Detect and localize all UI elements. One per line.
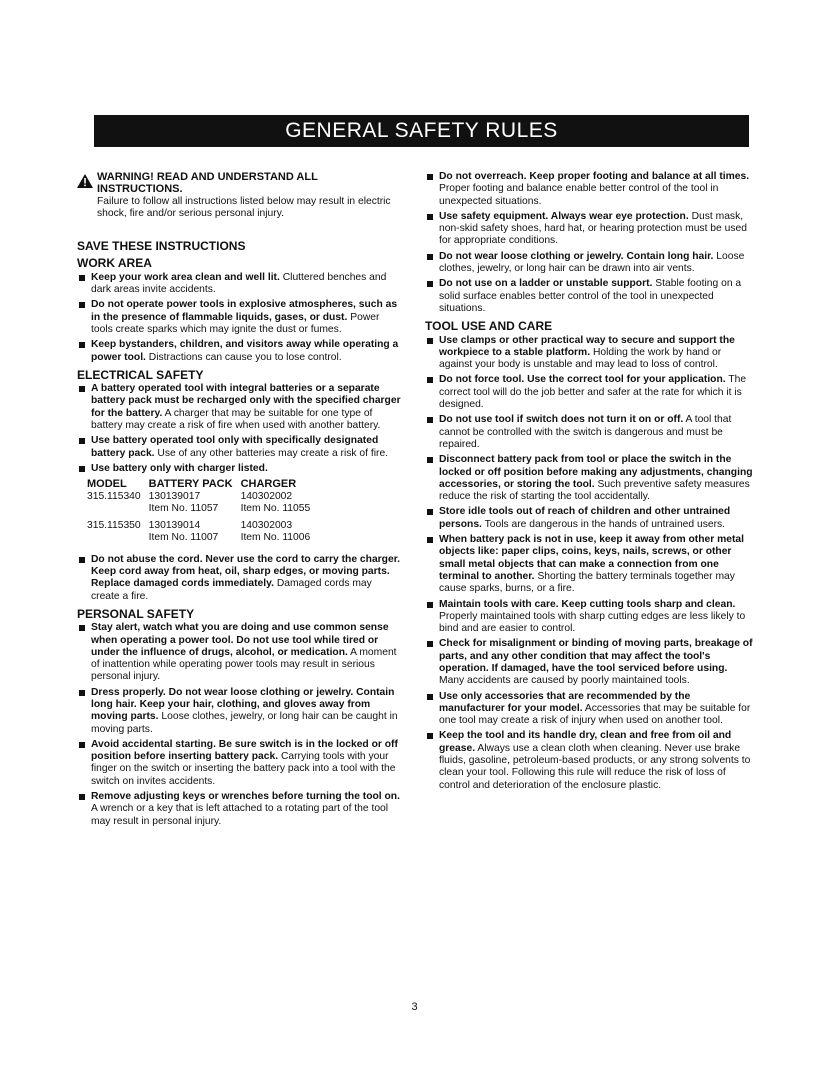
table-row	[87, 503, 318, 520]
page-number: 3	[411, 1001, 418, 1013]
rule-item	[425, 278, 754, 315]
rule-item	[77, 554, 402, 603]
rule-bold: Do not force tool. Use the correct tool for your application.	[439, 374, 726, 386]
warning-block	[77, 171, 402, 220]
charger-table	[87, 478, 318, 549]
table-row	[87, 520, 318, 532]
rule-bold: Do not operate power tools in explosive atmospheres, such as in the presence of flammable liquids, gases, or dust.	[91, 299, 398, 323]
rule-bold: Do not overreach. Keep proper footing and balance at all times.	[439, 171, 750, 182]
rule-bold: Use safety equipment. Always wear eye protection.	[439, 210, 689, 222]
rule-text: A tool that cannot be controlled with the switch is dangerous and must be repaired.	[439, 414, 732, 450]
tool-use-list	[425, 335, 754, 792]
rule-item	[425, 251, 754, 276]
charger-item-cell: Item No. 11055	[240, 502, 311, 514]
rule-bold: Keep bystanders, children, and visitors away while operating a power tool.	[91, 339, 399, 363]
rule-bold: Use battery operated tool only with specifically designated battery pack.	[91, 435, 379, 459]
column-header-model: MODEL	[87, 478, 127, 491]
rule-bold: A battery operated tool with integral batteries or a separate battery pack must be recharged only with the specified charger for the battery.	[91, 383, 401, 419]
table-header-row	[87, 478, 318, 490]
rule-text: Properly maintained tools with sharp cutting edges are less likely to bind and are easier to control.	[439, 610, 746, 635]
rule-bold: Avoid accidental starting. Be sure switch is in the locked or off position before inserting battery pack.	[91, 738, 398, 763]
left-column	[77, 171, 402, 831]
rule-bold: Use only accessories that are recommended by the manufacturer for your model.	[439, 690, 691, 714]
rule-item	[425, 730, 754, 791]
rule-text: Proper footing and balance enable better control of the tool in unexpected situations.	[439, 183, 719, 207]
rule-item	[77, 435, 402, 460]
rule-text: Shorting the battery terminals together may cause sparks, burns, or a fire.	[439, 570, 735, 595]
model-cell: 315.115340	[87, 490, 141, 502]
rule-item	[425, 506, 754, 531]
battery-pack-item-cell: Item No. 11057	[148, 502, 219, 514]
rule-bold: Do not abuse the cord. Never use the cord to carry the charger. Keep cord away from heat, oil, sharp edges, or moving parts. Replace damaged cords immediately.	[91, 553, 400, 590]
rule-item	[425, 211, 754, 248]
rule-bold: Do not wear loose clothing or jewelry. Contain long hair.	[439, 250, 714, 262]
rule-item	[425, 374, 754, 411]
rule-bold: Store idle tools out of reach of children and other untrained persons.	[439, 506, 731, 530]
save-instructions-heading: SAVE THESE INSTRUCTIONS	[77, 239, 246, 254]
rule-text: Cluttered benches and dark areas invite accidents.	[91, 271, 387, 296]
rule-bold: Keep your work area clean and well lit.	[91, 271, 280, 283]
rule-item	[77, 622, 402, 683]
rule-item	[425, 414, 754, 451]
right-column	[425, 171, 754, 795]
rule-item	[425, 638, 754, 687]
rule-item	[77, 383, 402, 432]
rule-item	[425, 335, 754, 372]
rule-item	[77, 687, 402, 736]
rule-bold: Do not use on a ladder or unstable support.	[439, 278, 653, 290]
rule-text: Damaged cords may create a fire.	[91, 578, 372, 602]
warning-triangle-icon	[77, 174, 93, 188]
column-header-charger: CHARGER	[240, 478, 297, 491]
column-header-battery-pack: BATTERY PACK	[148, 478, 233, 491]
battery-pack-cell: 130139014	[148, 520, 201, 532]
rule-text: Such preventive safety measures reduce the risk of starting the tool accidentally.	[439, 478, 750, 503]
rule-bold: Keep the tool and its handle dry, clean and free from oil and grease.	[439, 730, 732, 754]
rule-text: A wrench or a key that is left attached to a rotating part of the tool may result in personal injury.	[91, 803, 389, 827]
rule-bold: Use clamps or other practical way to secure and support the workpiece to a stable platform.	[439, 334, 735, 358]
rule-text: A moment of inattention while operating power tools may result in serious personal injury.	[91, 646, 397, 683]
rule-bold: Dress properly. Do not wear loose clothing or jewelry. Contain long hair. Keep your hair, clothing, and gloves away from moving parts.	[91, 686, 395, 723]
rule-text: Tools are dangerous in the hands of untrained users.	[484, 518, 726, 530]
rule-text: Loose clothes, jewelry, or long hair can be drawn into air vents.	[439, 250, 745, 275]
rule-item	[425, 454, 754, 503]
model-cell: 315.115350	[87, 520, 141, 532]
rule-item	[77, 463, 402, 475]
charger-cell: 140302002	[240, 490, 293, 502]
battery-pack-item-cell: Item No. 11007	[148, 532, 219, 544]
personal-safety-heading: PERSONAL SAFETY	[77, 606, 195, 621]
electrical-safety-list	[77, 383, 402, 475]
rule-item	[77, 791, 402, 828]
rule-item	[77, 339, 402, 364]
rule-item	[77, 299, 402, 336]
cord-rule-list	[77, 554, 402, 603]
rule-bold: When battery pack is not in use, keep it away from other metal objects like: paper clips, coins, keys, nails, screws, or other small metal objects that can make a connection from one terminal to another.	[439, 534, 744, 582]
table-row	[87, 532, 318, 549]
charger-cell: 140302003	[240, 520, 293, 532]
rule-text: Many accidents are caused by poorly maintained tools.	[439, 675, 690, 687]
rule-text: Holding the work by hand or against your body is unstable and may lead to loss of control.	[439, 346, 722, 371]
table-row	[87, 491, 318, 503]
rule-item	[425, 599, 754, 636]
work-area-list	[77, 272, 402, 364]
battery-pack-cell: 130139017	[148, 490, 201, 502]
rule-bold: Remove adjusting keys or wrenches before turning the tool on.	[91, 791, 400, 803]
rule-text: The correct tool will do the job better and safer at the rate for which it is designed.	[439, 374, 747, 411]
rule-bold: Maintain tools with care. Keep cutting tools sharp and clean.	[439, 598, 736, 610]
warning-text-block	[97, 171, 402, 220]
rule-item	[425, 534, 754, 595]
rule-item	[425, 691, 754, 728]
rule-text: A charger that may be suitable for one type of battery may create a risk of fire when used with another battery.	[91, 407, 381, 432]
rule-bold: Do not use tool if switch does not turn it on or off.	[439, 414, 684, 426]
rule-text: Power tools create sparks which may ignite the dust or fumes.	[91, 311, 380, 335]
personal-safety-continued-list	[425, 171, 754, 315]
rule-text: Distractions can cause you to lose control.	[148, 351, 342, 363]
rule-text: Use of any other batteries may create a risk of fire.	[157, 447, 389, 459]
rule-text: Stable footing on a solid surface enables better control of the tool in unexpected situations.	[439, 278, 742, 314]
rule-item	[77, 272, 402, 297]
section-banner: GENERAL SAFETY RULES	[94, 115, 749, 147]
rule-bold: Check for misalignment or binding of moving parts, breakage of parts, and any other condition that may affect the tool's operation. If damaged, have the tool serviced before using.	[439, 638, 753, 674]
rule-text: Carrying tools with your finger on the switch or inserting the battery pack into a tool with the switch on invites accidents.	[91, 751, 396, 787]
rule-text: Accessories that may be suitable for one tool may create a risk of injury when used on another tool.	[439, 702, 751, 727]
work-area-heading: WORK AREA	[77, 256, 152, 271]
rule-bold: Stay alert, watch what you are doing and use common sense when operating a power tool. Do not use tool while tired or under the influence of drugs, alcohol, or medication.	[91, 622, 389, 658]
warning-text: Failure to follow all instructions listed below may result in electric shock, fire and/or serious personal injury.	[97, 195, 391, 219]
rule-text: Loose clothes, jewelry, or long hair can be caught in moving parts.	[91, 711, 398, 735]
personal-safety-list	[77, 622, 402, 828]
rule-item	[425, 171, 754, 208]
rule-item	[77, 739, 402, 788]
electrical-safety-heading: ELECTRICAL SAFETY	[77, 367, 204, 382]
rule-text: Always use a clean cloth when cleaning. Never use brake fluids, gasoline, petroleum-based products, or any strong solvents to clean your tool. Following this rule will reduce the risk of loss of control and deterioration of the enclosure plastic.	[439, 742, 751, 791]
rule-text: Dust mask, non-skid safety shoes, hard hat, or hearing protection must be used for appropriate conditions.	[439, 210, 747, 247]
rule-bold: Use battery only with charger listed.	[91, 462, 268, 474]
charger-item-cell: Item No. 11006	[240, 532, 311, 544]
warning-lead: WARNING! READ AND UNDERSTAND ALL INSTRUCTIONS.	[97, 171, 318, 196]
tool-use-heading: TOOL USE AND CARE	[425, 319, 553, 334]
rule-bold: Disconnect battery pack from tool or place the switch in the locked or off position before making any adjustments, changing accessories, or storing the tool.	[439, 454, 753, 490]
